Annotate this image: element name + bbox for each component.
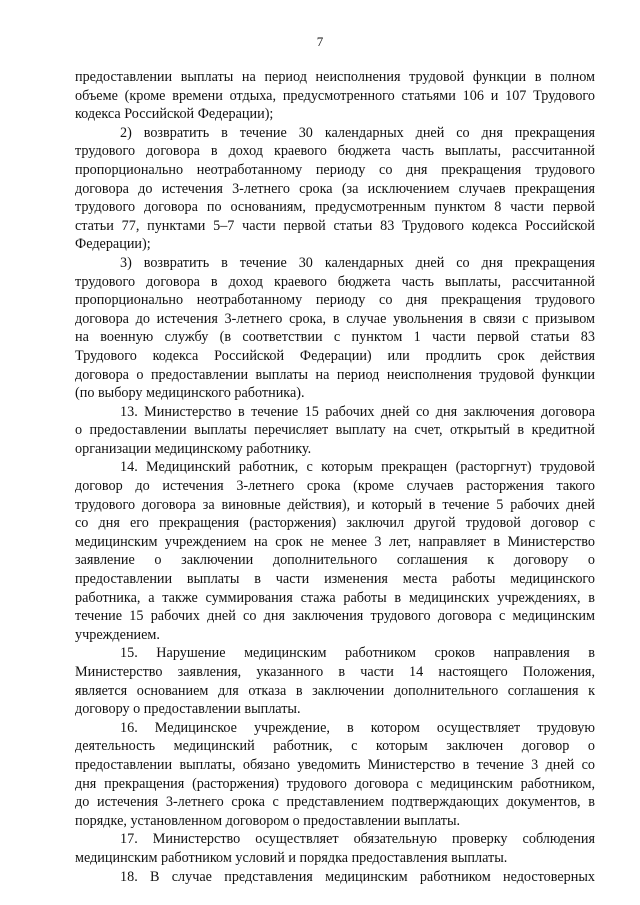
text-line: деятельность медицинский работник, с которым заключен договор о [75, 738, 595, 755]
text-line: предоставлении выплаты в части изменения места работы медицинского [75, 571, 595, 588]
text-line: 16. Медицинское учреждение, в котором осуществляет трудовую [120, 719, 595, 736]
text-line: договор до истечения 3-летнего срока (кроме случаев расторжения такого [75, 478, 595, 495]
text-line: на военную службу (в соответствии с пунктом 1 части первой статьи 83 [75, 329, 595, 346]
text-line: о предоставлении выплаты перечисляет выплату на счет, открытый в кредитной [75, 422, 595, 439]
text-line: договора до истечения 3-летнего срока, в случае увольнения в связи с призывом [75, 310, 595, 327]
text-line: трудового договора по основаниям, предусмотренным пунктом 8 части первой [75, 199, 595, 216]
text-line: трудового договора в доход краевого бюджета часть выплаты, рассчитанной [75, 273, 595, 290]
text-line: является основанием для отказа в заключении дополнительного соглашения к [75, 682, 595, 699]
text-line: трудового договора в доход краевого бюджета часть выплаты, рассчитанной [75, 143, 595, 160]
text-line: пропорционально неотработанному периоду со дня прекращения трудового [75, 292, 595, 309]
text-line: медицинским работником условий и порядка предоставления выплаты. [75, 849, 508, 866]
text-line: Министерство заявления, указанного в части 14 настоящего Положения, [75, 664, 595, 680]
text-line: договора до истечения 3-летнего срока (за исключением случаев прекращения [75, 180, 595, 197]
text-line: заявление о заключении дополнительного соглашения к договору о [75, 552, 595, 569]
text-line: объеме (кроме времени отдыха, предусмотренного статьями 106 и 107 Трудового [75, 87, 595, 104]
text-line: 17. Министерство осуществляет обязательную проверку соблюдения [120, 831, 595, 848]
text-line: 15. Нарушение медицинским работником сроков направления в [120, 645, 595, 662]
page-number: 7 [316, 34, 324, 49]
text-line: дня прекращения (расторжения) трудового договора с медицинским работником, [75, 775, 595, 792]
text-line: пропорционально неотработанному периоду со дня прекращения трудового [75, 161, 595, 178]
text-line: трудового договора за виновные действия), и который в течение 5 рабочих дней [75, 496, 595, 513]
text-line: предоставлении выплаты, обязано уведомить Министерство в течение 3 дней со [75, 756, 595, 773]
text-line: кодекса Российской Федерации); [75, 106, 274, 123]
text-line: течение 15 рабочих дней со дня заключения трудового договора с медицинским [75, 608, 595, 625]
text-line: работника, а также суммирования стажа работы в медицинских учреждениях, в [75, 589, 595, 606]
text-line: договора о предоставлении выплаты на период неисполнения трудовой функции [75, 366, 595, 383]
text-line: 3) возвратить в течение 30 календарных дней со дня прекращения [120, 254, 595, 271]
text-line: 13. Министерство в течение 15 рабочих дней со дня заключения договора [120, 403, 595, 420]
text-line: 18. В случае представления медицинским работником недостоверных [120, 868, 595, 885]
document-body [75, 68, 595, 886]
text-line: предоставлении выплаты на период неисполнения трудовой функции в полном [75, 69, 595, 85]
text-line: организации медицинскому работнику. [75, 440, 312, 457]
text-line: договору о предоставлении выплаты. [75, 701, 301, 718]
text-line: учреждением. [75, 626, 160, 643]
text-line: медицинским учреждением на срок не менее 3 лет, направляет в Министерство [75, 533, 595, 550]
text-line: Федерации); [75, 236, 151, 253]
text-line: 2) возвратить в течение 30 календарных дней со дня прекращения [120, 124, 595, 141]
text-line: со дня его прекращения (расторжения) заключил другой трудовой договор с [75, 515, 595, 532]
text-line: (по выбору медицинского работника). [75, 385, 305, 402]
text-line: Трудового кодекса Российской Федерации) или продлить срок действия [75, 347, 595, 364]
text-line: статьи 77, пунктами 5–7 части первой статьи 83 Трудового кодекса Российской [75, 217, 595, 234]
text-line: 14. Медицинский работник, с которым прекращен (расторгнут) трудовой [120, 459, 595, 476]
text-line: до истечения 3-летнего срока с представлением подтверждающих документов, в [75, 794, 595, 811]
text-line: порядке, установленном договором о предоставлении выплаты. [75, 812, 461, 829]
